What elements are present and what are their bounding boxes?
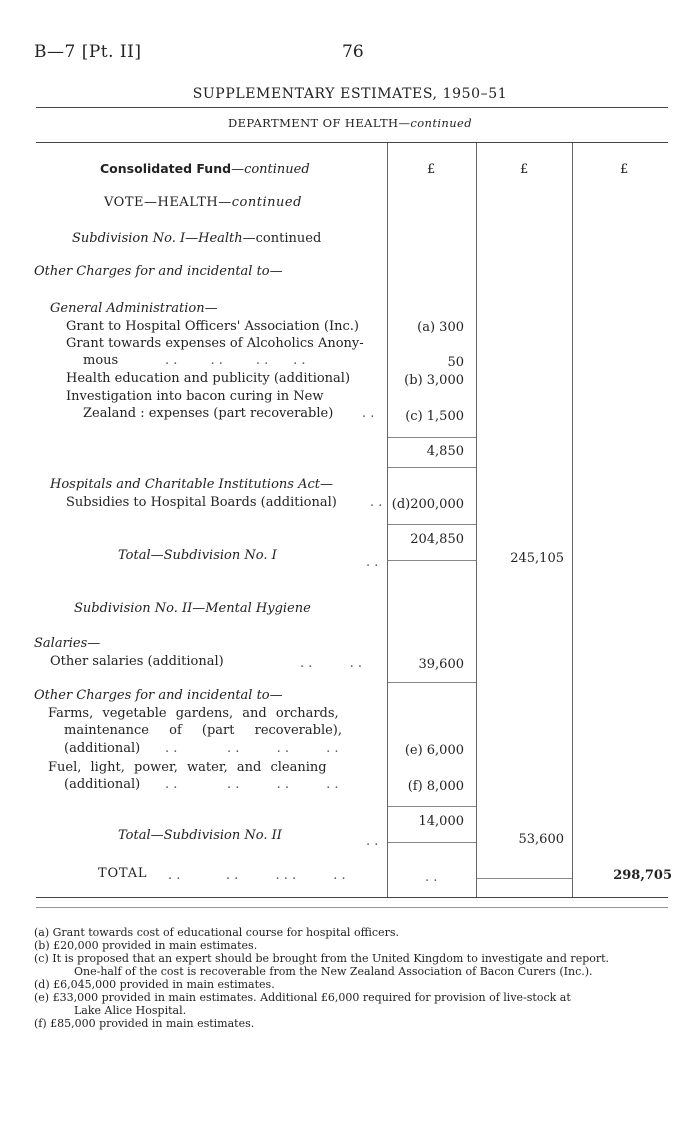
total-subdivision-2-amount: 53,600 — [518, 832, 564, 847]
other-charges-heading-2: Other Charges for and incidental to— — [34, 688, 283, 703]
amount-item-7: (e) 6,000 — [404, 743, 464, 758]
footnote-c-line2: One-half of the cost is recoverable from the New Zealand Association of Bacon Curers (Inc.). — [74, 965, 593, 978]
column-currency-1: £ — [427, 162, 436, 177]
subtotal-rule — [388, 560, 476, 561]
subtotal-rule — [388, 842, 476, 843]
subtotal-rule — [388, 524, 476, 525]
leader-dots: . . . . . . . . — [165, 353, 306, 368]
leader-dots: . . . . . . . . . — [168, 868, 346, 883]
footnote-d: (d) £6,045,000 provided in main estimates. — [34, 978, 275, 991]
amount-item-1: (a) 300 — [417, 320, 464, 335]
vote-heading: VOTE—HEALTH—continued — [104, 195, 302, 210]
item-farms-line3: (additional) — [64, 741, 141, 756]
subdivision-1-heading: Subdivision No. I—Health—continued — [72, 231, 322, 246]
leader-dots: . . . . . . . . — [165, 777, 339, 792]
item-bacon-investigation-line2: Zealand : expenses (part recoverable) — [83, 406, 334, 421]
header-rule — [36, 142, 668, 143]
footnote-e-line2: Lake Alice Hospital. — [74, 1004, 187, 1017]
grand-total-amount: 298,705 — [613, 868, 672, 883]
amount-item-5: (d)200,000 — [391, 497, 464, 512]
subtotal-rule — [388, 682, 476, 683]
item-alcoholics-grant-line1: Grant towards expenses of Alcoholics Anony- — [66, 336, 364, 351]
column-currency-2: £ — [520, 162, 529, 177]
title-rule — [36, 107, 668, 108]
total-subdivision-1-label: Total—Subdivision No. I — [118, 548, 277, 563]
column-currency-3: £ — [620, 162, 629, 177]
document-reference: B—7 [Pt. II] — [34, 42, 142, 62]
item-bacon-investigation-line1: Investigation into bacon curing in New — [66, 389, 324, 404]
subtotal-rule — [388, 467, 476, 468]
leader-dots: . . — [425, 870, 438, 885]
page-title: SUPPLEMENTARY ESTIMATES, 1950–51 — [192, 86, 508, 102]
item-other-salaries: Other salaries (additional) — [50, 654, 224, 669]
subtotal-rule — [388, 806, 476, 807]
item-farms-line1: Farms, vegetable gardens, and orchards, — [48, 706, 339, 721]
amount-item-8: (f) 8,000 — [407, 779, 464, 794]
amount-item-4: (c) 1,500 — [405, 409, 464, 424]
leader-dots: . . — [366, 834, 379, 849]
total-subdivision-2-label: Total—Subdivision No. II — [118, 828, 282, 843]
department-heading: DEPARTMENT OF HEALTH—continued — [227, 116, 473, 130]
item-hospital-officers-grant: Grant to Hospital Officers' Association (Inc.) — [66, 319, 359, 334]
item-farms-line2: maintenance of (part recoverable), — [64, 723, 343, 738]
leader-dots: . . — [366, 555, 379, 570]
item-alcoholics-grant-line2: mous — [83, 353, 119, 368]
subtotal-rule — [388, 437, 476, 438]
grand-total-label: TOTAL — [98, 866, 148, 881]
subtotal-hospitals: 204,850 — [410, 532, 464, 547]
item-health-education: Health education and publicity (additional) — [66, 371, 351, 386]
subdivision-2-heading: Subdivision No. II—Mental Hygiene — [74, 601, 311, 616]
footnote-b: (b) £20,000 provided in main estimates. — [34, 939, 258, 952]
column-divider-3 — [572, 143, 573, 897]
amount-item-2: 50 — [447, 355, 464, 370]
fund-heading: Consolidated Fund—continued — [100, 161, 310, 177]
subtotal-general-administration: 4,850 — [426, 444, 464, 459]
item-fuel-line1: Fuel, light, power, water, and cleaning — [48, 760, 327, 775]
footnote-e-line1: (e) £33,000 provided in main estimates. Additional £6,000 required for provision of live-stock at — [34, 991, 571, 1004]
leader-dots: . . . . . . . . — [165, 741, 339, 756]
footnote-c-line1: (c) It is proposed that an expert should be brought from the United Kingdom to investigate and report. — [34, 952, 610, 965]
amount-item-6: 39,600 — [418, 657, 464, 672]
column-divider-1 — [387, 143, 388, 897]
leader-dots: . . . . — [300, 656, 362, 671]
item-fuel-line2: (additional) — [64, 777, 141, 792]
footnote-f: (f) £85,000 provided in main estimates. — [34, 1017, 255, 1030]
general-administration-heading: General Administration— — [50, 301, 218, 316]
page-number: 76 — [342, 42, 364, 62]
total-subdivision-1-amount: 245,105 — [510, 551, 564, 566]
subtotal-other-charges-2: 14,000 — [418, 814, 464, 829]
amount-item-3: (b) 3,000 — [404, 373, 464, 388]
table-bottom-rule-2 — [36, 907, 668, 908]
leader-dots: . . — [362, 406, 375, 421]
table-bottom-rule — [36, 897, 668, 898]
column-divider-2 — [476, 143, 477, 897]
salaries-heading: Salaries— — [34, 636, 101, 651]
other-charges-heading: Other Charges for and incidental to— — [34, 264, 283, 279]
total-rule — [477, 878, 572, 879]
leader-dots: . . — [370, 495, 383, 510]
footnote-a: (a) Grant towards cost of educational course for hospital officers. — [34, 926, 399, 939]
item-hospital-subsidies: Subsidies to Hospital Boards (additional) — [66, 495, 337, 510]
hospitals-act-heading: Hospitals and Charitable Institutions Act— — [50, 477, 333, 492]
